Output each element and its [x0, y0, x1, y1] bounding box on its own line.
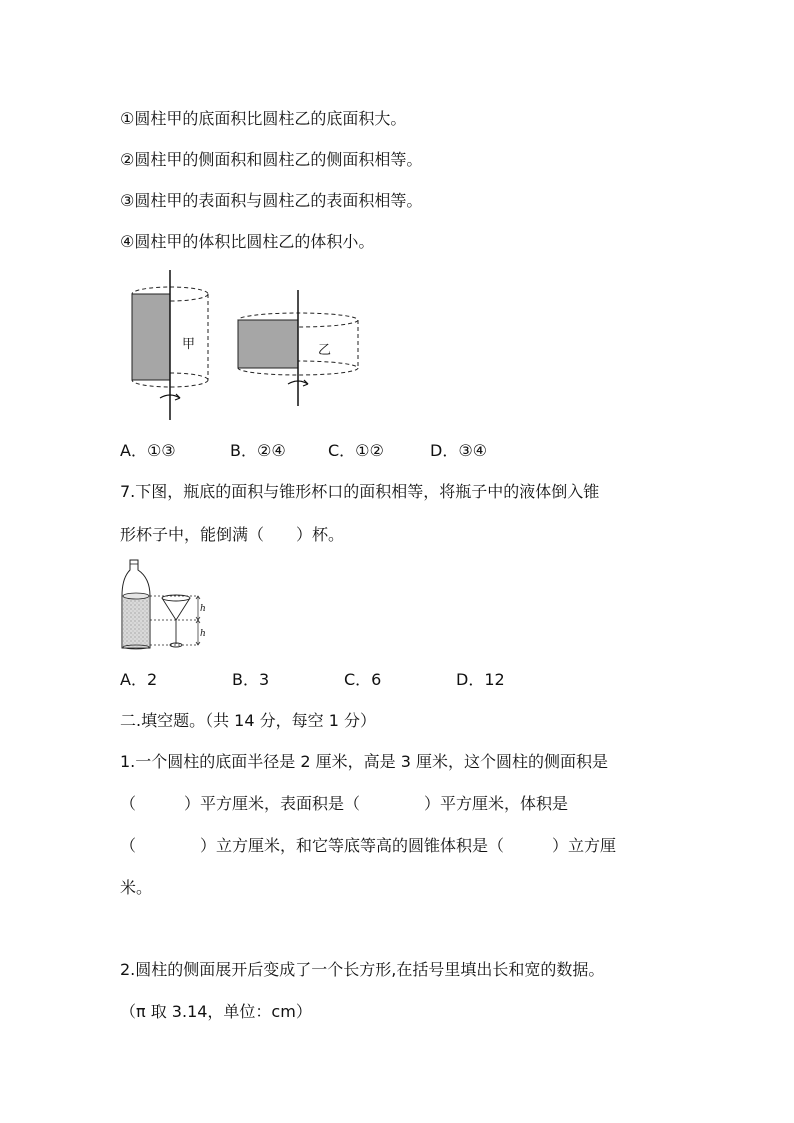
- q7-option-b[interactable]: B．3: [232, 670, 270, 689]
- fill1-line2: （ ）平方厘米，表面积是（ ）平方厘米，体积是: [120, 794, 569, 813]
- section2-header: 二.填空题。（共 14 分，每空 1 分）: [120, 711, 376, 730]
- bottle-cone-figure: [118, 556, 218, 656]
- q7-options: [120, 669, 540, 691]
- q7-text-line1: 7.下图，瓶底的面积与锥形杯口的面积相等，将瓶子中的液体倒入锥: [120, 482, 600, 501]
- q6-option-c[interactable]: C．①②: [328, 441, 384, 460]
- q7-option-a[interactable]: A．2: [120, 670, 158, 689]
- fill1-line3: （ ）立方厘米，和它等底等高的圆锥体积是（ ）立方厘: [120, 836, 617, 855]
- q6-option-a[interactable]: A．①③: [120, 441, 176, 460]
- q6-option-d[interactable]: D．③④: [430, 441, 488, 460]
- fill1-line4: 米。: [120, 878, 153, 897]
- q7-option-d[interactable]: D．12: [456, 670, 505, 689]
- cylinder-jia: [132, 270, 208, 420]
- statement-2: ②圆柱甲的侧面积和圆柱乙的侧面积相等。: [120, 150, 423, 169]
- h-label-top: h: [200, 604, 206, 614]
- cone-glass: [162, 595, 190, 647]
- cylinder-yi: [238, 290, 358, 406]
- bottle: [122, 560, 150, 649]
- q7-text-line2: 形杯子中，能倒满（ ）杯。: [120, 525, 345, 544]
- h-label-bottom: h: [200, 629, 206, 639]
- fill2-line1: 2.圆柱的侧面展开后变成了一个长方形,在括号里填出长和宽的数据。: [120, 960, 605, 979]
- q6-option-b[interactable]: B．②④: [230, 441, 286, 460]
- cylinder-figure: [120, 268, 380, 428]
- label-jia: 甲: [182, 337, 196, 352]
- label-yi: 乙: [318, 343, 332, 358]
- q6-options: [120, 440, 540, 462]
- fill2-line2: （π 取 3.14，单位：cm）: [120, 1002, 312, 1021]
- q7-option-c[interactable]: C．6: [344, 670, 382, 689]
- statement-3: ③圆柱甲的表面积与圆柱乙的表面积相等。: [120, 191, 423, 210]
- statement-1: ①圆柱甲的底面积比圆柱乙的底面积大。: [120, 109, 407, 128]
- statement-4: ④圆柱甲的体积比圆柱乙的体积小。: [120, 232, 375, 251]
- fill1-line1: 1.一个圆柱的底面半径是 2 厘米，高是 3 厘米，这个圆柱的侧面积是: [120, 752, 608, 771]
